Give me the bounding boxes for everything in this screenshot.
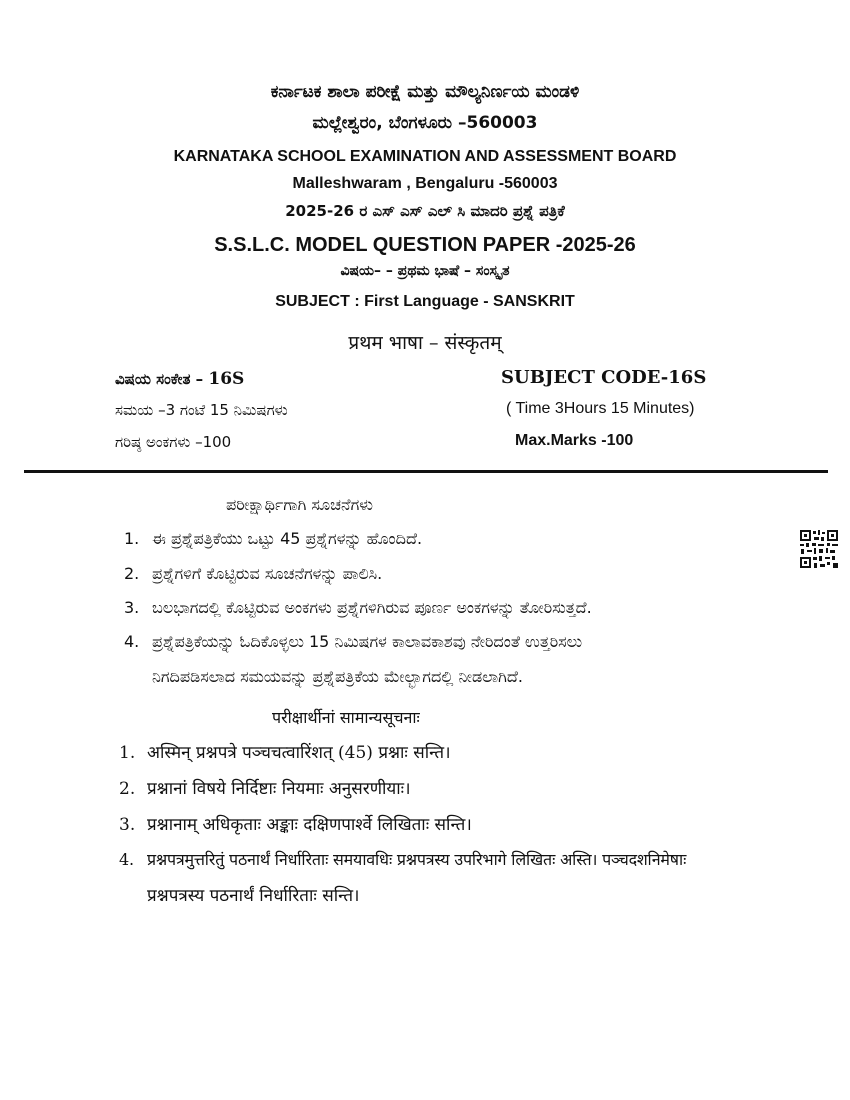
list-item: 3. ಬಲಭಾಗದಲ್ಲಿ ಕೊಟ್ಟಿರುವ ಅಂಕಗಳು ಪ್ರಶ್ನೆಗಳಿಗಿರುವ ಪೂರ್ಣ ಅಂಕಗಳನ್ನು ತೋರಿಸುತ್ತದೆ. bbox=[124, 598, 592, 617]
subject-code-english: SUBJECT CODE-16S bbox=[501, 367, 707, 388]
paper-title-kannada: 2025-26 ರ ಎಸ್ ಎಸ್ ಎಲ್ ಸಿ ಮಾದರಿ ಪ್ರಶ್ನೆ ಪತ್ರಿಕೆ bbox=[285, 202, 565, 220]
list-item: 4. प्रश्नपत्रमुत्तरितुं पठनार्थं निर्धारिताः समयावधिः प्रश्नपत्रस्य उपरिभागे लिखितः अस्ति। पञ्चदशनिमेषाः bbox=[119, 850, 687, 869]
list-item: 3. प्रश्नानाम् अधिकृताः अङ्काः दक्षिणपार्श्वे लिखिताः सन्ति। bbox=[119, 815, 472, 835]
subject-code-kannada bbox=[115, 369, 244, 389]
header-divider bbox=[24, 470, 828, 473]
time-english: ( Time 3Hours 15 Minutes) bbox=[506, 400, 695, 417]
list-item: 1. अस्मिन् प्रश्नपत्रे पञ्चचत्वारिंशत् (45) प्रश्नाः सन्ति। bbox=[119, 743, 451, 763]
max-marks-english: Max.Marks -100 bbox=[515, 432, 634, 449]
board-name-english: KARNATAKA SCHOOL EXAMINATION AND ASSESSMENT BOARD bbox=[173, 148, 677, 165]
time-kannada: ಸಮಯ –3 ಗಂಟೆ 15 ನಿಮಿಷಗಳು bbox=[115, 401, 288, 419]
subject-code-label: ವಿಷಯ ಸಂಕೇತ – bbox=[115, 370, 204, 388]
board-address-kannada: ಮಲ್ಲೇಶ್ವರಂ, ಬೆಂಗಳೂರು –560003 bbox=[312, 113, 538, 133]
board-address-english: Malleshwaram , Bengaluru -560003 bbox=[292, 175, 558, 192]
list-item-continued: ನಿಗದಿಪಡಿಸಲಾದ ಸಮಯವನ್ನು ಪ್ರಶ್ನೆಪತ್ರಿಕೆಯ ಮೇಲ್ಭಾಗದಲ್ಲಿ ನೀಡಲಾಗಿದೆ. bbox=[152, 667, 523, 686]
subject-kannada: ವಿಷಯ– – ಪ್ರಥಮ ಭಾಷೆ – ಸಂಸ್ಕೃತ bbox=[340, 263, 510, 279]
list-item: 2. प्रश्नानां विषये निर्दिष्टाः नियमाः अनुसरणीयाः। bbox=[119, 779, 411, 799]
list-item: 4. ಪ್ರಶ್ನೆಪತ್ರಿಕೆಯನ್ನು ಓದಿಕೊಳ್ಳಲು 15 ನಿಮಿಷಗಳ ಕಾಲಾವಕಾಶವು ನೇರಿದಂತೆ ಉತ್ತರಿಸಲು bbox=[124, 632, 583, 651]
instructions-title-sanskrit: परीक्षार्थीनां सामान्यसूचनाः bbox=[272, 708, 420, 727]
list-item: 2. ಪ್ರಶ್ನೆಗಳಿಗೆ ಕೊಟ್ಟಿರುವ ಸೂಚನೆಗಳನ್ನು ಪಾಲಿಸಿ. bbox=[124, 564, 383, 583]
max-marks-kannada: ಗರಿಷ್ಠ ಅಂಕಗಳು –100 bbox=[115, 433, 232, 451]
subject-code-value: 16S bbox=[208, 369, 245, 389]
instructions-title-kannada: ಪರೀಕ್ಷಾರ್ಥಿಗಾಗಿ ಸೂಚನೆಗಳು bbox=[226, 495, 374, 514]
subject-sanskrit: प्रथम भाषा – संस्कृतम् bbox=[348, 332, 502, 354]
list-item-continued: प्रश्नपत्रस्य पठनार्थं निर्धारिताः सन्ति। bbox=[147, 886, 360, 906]
list-item: 1. ಈ ಪ್ರಶ್ನೆಪತ್ರಿಕೆಯು ಒಟ್ಟು 45 ಪ್ರಶ್ನೆಗಳನ್ನು ಹೊಂದಿದೆ. bbox=[124, 529, 423, 548]
subject-english: SUBJECT : First Language - SANSKRIT bbox=[275, 293, 575, 310]
paper-title-english: S.S.L.C. MODEL QUESTION PAPER -2025-26 bbox=[214, 234, 636, 256]
board-name-kannada: ಕರ್ನಾಟಕ ಶಾಲಾ ಪರೀಕ್ಷೆ ಮತ್ತು ಮೌಲ್ಯನಿರ್ಣಯ ಮಂಡಳಿ bbox=[270, 82, 580, 102]
qr-code-icon bbox=[799, 529, 839, 569]
